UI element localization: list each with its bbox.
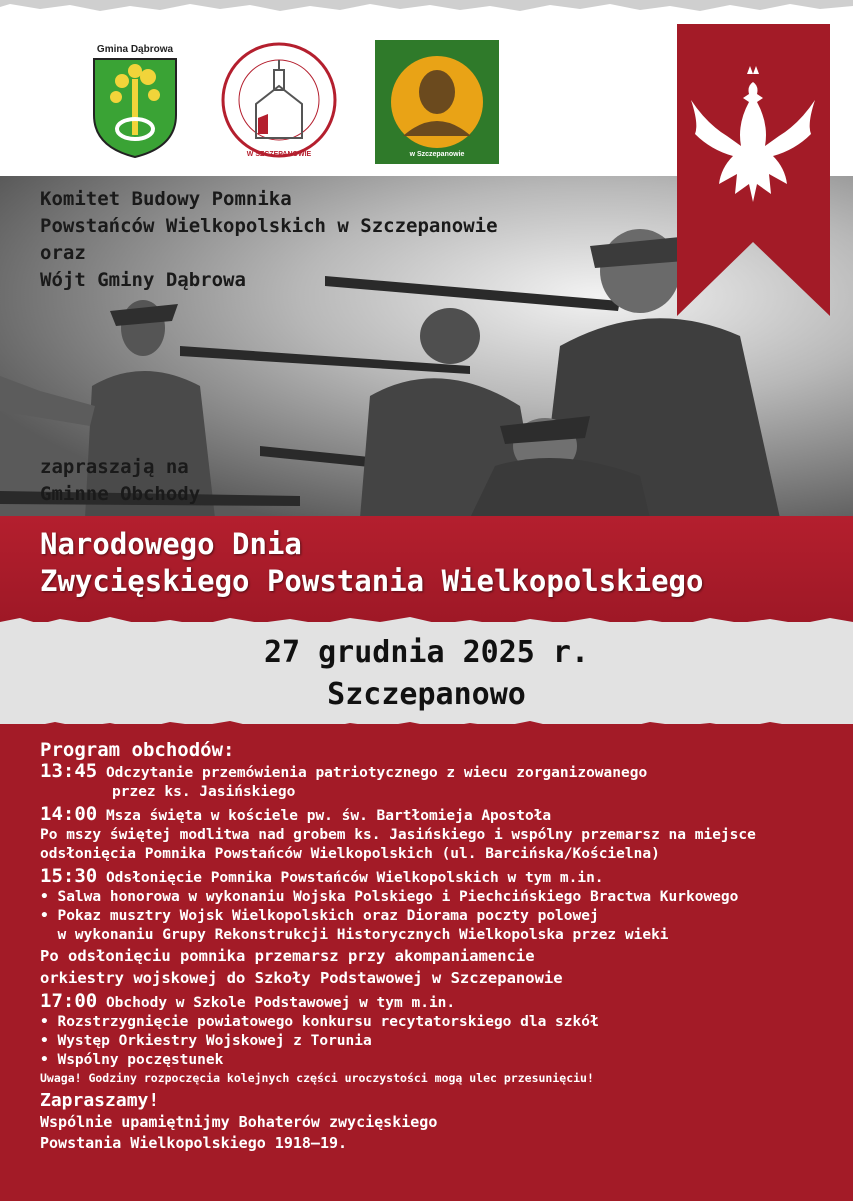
- program-time: 17:00: [40, 990, 98, 1012]
- program-item-1530-after-1: Po odsłonięciu pomnika przemarsz przy akompaniamencie: [40, 947, 535, 965]
- event-title-line-1: Narodowego Dnia: [40, 527, 302, 561]
- event-place: Szczepanowo: [327, 677, 526, 712]
- invite-line-1: zapraszają na: [40, 456, 189, 478]
- komitet-logo: [218, 40, 340, 164]
- program-item-1700-bullet-2: • Występ Orkiestry Wojskowej z Torunia: [40, 1033, 372, 1049]
- gmina-dabrowa-logo: [92, 44, 178, 164]
- program-item-1530-bullet-2: • Pokaz musztry Wojsk Wielkopolskich oraz Diorama poczty polowej: [40, 908, 599, 924]
- program-text: Odczytanie przemówienia patriotycznego z wiecu zorganizowanego: [105, 765, 648, 781]
- organizers-line-1: Komitet Budowy Pomnika: [40, 188, 292, 210]
- torn-edge-top: [0, 612, 853, 632]
- program-item-1400-sub-1: Po mszy świętej modlitwa nad grobem ks. Jasińskiego i wspólny przemarsz na miejsce: [40, 827, 756, 843]
- date-place-block: [0, 632, 853, 716]
- invite-block: [40, 454, 200, 508]
- organizers-line-4: Wójt Gminy Dąbrowa: [40, 269, 246, 291]
- school-logo: [375, 40, 499, 164]
- gmina-coat-of-arms-icon: [92, 55, 178, 159]
- program-heading: Program obchodów:: [40, 739, 235, 761]
- event-title: [40, 526, 703, 600]
- program-item-1700-bullet-1: • Rozstrzygnięcie powiatowego konkursu recytatorskiego dla szkół: [40, 1014, 599, 1030]
- program-item-1700-bullet-3: • Wspólny poczęstunek: [40, 1052, 224, 1068]
- program-item-1400: [40, 805, 840, 826]
- program-item-1530-after-2: orkiestry wojskowej do Szkoły Podstawowej w Szczepanowie: [40, 969, 563, 987]
- eagle-ribbon: [677, 24, 830, 316]
- program-item-1400-sub-2: odsłonięcia Pomnika Powstańców Wielkopolskich (ul. Barcińska/Kościelna): [40, 846, 660, 862]
- program-text: Odsłonięcie Pomnika Powstańców Wielkopolskich w tym m.in.: [105, 870, 604, 886]
- program-time: 15:30: [40, 865, 98, 887]
- torn-edge-bottom: [0, 716, 853, 736]
- closing-heading: Zapraszamy!: [40, 1090, 160, 1111]
- program-note: Uwaga! Godziny rozpoczęcia kolejnych części uroczystości mogą ulec przesunięciu!: [40, 1071, 594, 1085]
- komitet-bottom-text: W SZCZEPANOWIE: [246, 151, 312, 158]
- program-item-1345-cont: przez ks. Jasińskiego: [112, 784, 296, 800]
- program-item-1530: [40, 867, 840, 888]
- program-item-1700: [40, 992, 840, 1013]
- program-text: Msza święta w kościele pw. św. Bartłomieja Apostoła: [105, 808, 552, 824]
- program-item-1530-bullet-1: • Salwa honorowa w wykonaniu Wojska Polskiego i Piechcińskiego Bractwa Kurkowego: [40, 889, 739, 905]
- program-text: Obchody w Szkole Podstawowej w tym m.in.: [105, 995, 456, 1011]
- program-item-1345: [40, 762, 840, 783]
- gmina-label: Gmina Dąbrowa: [96, 44, 174, 55]
- event-title-line-2: Zwycięskiego Powstania Wielkopolskiego: [40, 564, 704, 598]
- school-bottom-text: w Szczepanowie: [409, 151, 465, 158]
- organizers-line-2: Powstańców Wielkopolskich w Szczepanowie: [40, 215, 498, 237]
- program-time: 14:00: [40, 803, 98, 825]
- program-item-1530-bullet-2-cont: w wykonaniu Grupy Rekonstrukcji Historycznych Wielkopolska przez wieki: [40, 927, 669, 943]
- invite-line-2: Gminne Obchody: [40, 483, 201, 505]
- program-section: [40, 738, 840, 1154]
- organizers-block: [40, 186, 498, 294]
- event-date: 27 grudnia 2025 r.: [263, 635, 590, 670]
- program-time: 13:45: [40, 760, 98, 782]
- organizers-line-3: oraz: [40, 242, 86, 264]
- closing-line-2: Powstania Wielkopolskiego 1918–19.: [40, 1134, 348, 1152]
- closing-line-1: Wspólnie upamiętnijmy Bohaterów zwycięskiego: [40, 1113, 438, 1131]
- torn-edge-header: [0, 0, 853, 14]
